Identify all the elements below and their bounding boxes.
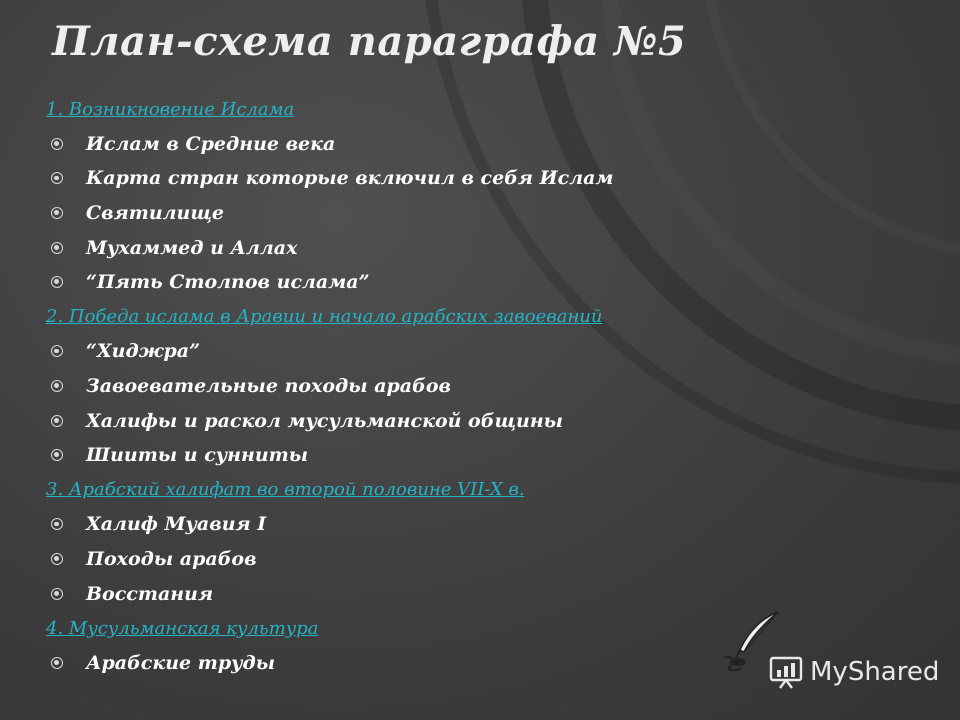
list-item-text: Ислам в Средние века (86, 132, 336, 155)
bullet-icon (51, 415, 63, 427)
watermark-logo (768, 655, 939, 689)
bullet-icon (51, 276, 63, 288)
list-item-text: Арабские труды (86, 651, 276, 674)
section-link[interactable]: 3. Арабский халифат во второй половине VII-X в. (46, 479, 525, 501)
list-item-text: Халифы и раскол мусульманской общины (86, 409, 564, 432)
bullet-icon (51, 518, 63, 530)
list-item (46, 438, 926, 473)
presentation-board-icon (768, 655, 804, 689)
list-item-text: Карта стран которые включил в себя Ислам (86, 167, 614, 190)
slide-title: План-схема параграфа №5 (52, 18, 687, 65)
list-item-text: Мухаммед и Аллах (86, 236, 298, 259)
list-item (46, 127, 926, 162)
list-item (46, 196, 926, 231)
bullet-icon (51, 588, 63, 600)
list-item-text: Завоевательные походы арабов (86, 375, 451, 398)
list-item (46, 161, 926, 196)
list-item-text: Походы арабов (86, 548, 257, 571)
list-item-text: Халиф Муавия I (86, 513, 267, 536)
list-item-text: “Пять Столпов ислама” (86, 271, 370, 294)
bullet-icon (51, 345, 63, 357)
bullet-icon (51, 380, 63, 392)
list-item (46, 507, 926, 542)
list-item (46, 230, 926, 265)
bullet-icon (51, 207, 63, 219)
list-item (46, 403, 926, 438)
section-link[interactable]: 2. Победа ислама в Аравии и начало арабских завоеваний (46, 306, 603, 328)
bullet-icon (51, 242, 63, 254)
watermark-text: MyShared (810, 657, 940, 687)
section-link[interactable]: 4. Мусульманская культура (46, 617, 319, 639)
list-item-text: Восстания (86, 582, 214, 605)
bullet-icon (51, 449, 63, 461)
bullet-icon (51, 172, 63, 184)
list-item (46, 334, 926, 369)
section-heading[interactable] (46, 611, 926, 646)
list-item (46, 576, 926, 611)
list-item-text: Святилище (86, 202, 225, 225)
section-heading[interactable] (46, 473, 926, 508)
list-item-text: “Хиджра” (86, 340, 201, 363)
bullet-icon (51, 553, 63, 565)
list-item (46, 542, 926, 577)
bullet-icon (51, 138, 63, 150)
list-item (46, 265, 926, 300)
section-heading[interactable] (46, 92, 926, 127)
section-heading[interactable] (46, 300, 926, 335)
slide-content (46, 92, 926, 680)
bullet-icon (51, 657, 63, 669)
list-item-text: Шииты и сунниты (86, 444, 309, 467)
list-item (46, 369, 926, 404)
section-link[interactable]: 1. Возникновение Ислама (46, 98, 295, 120)
